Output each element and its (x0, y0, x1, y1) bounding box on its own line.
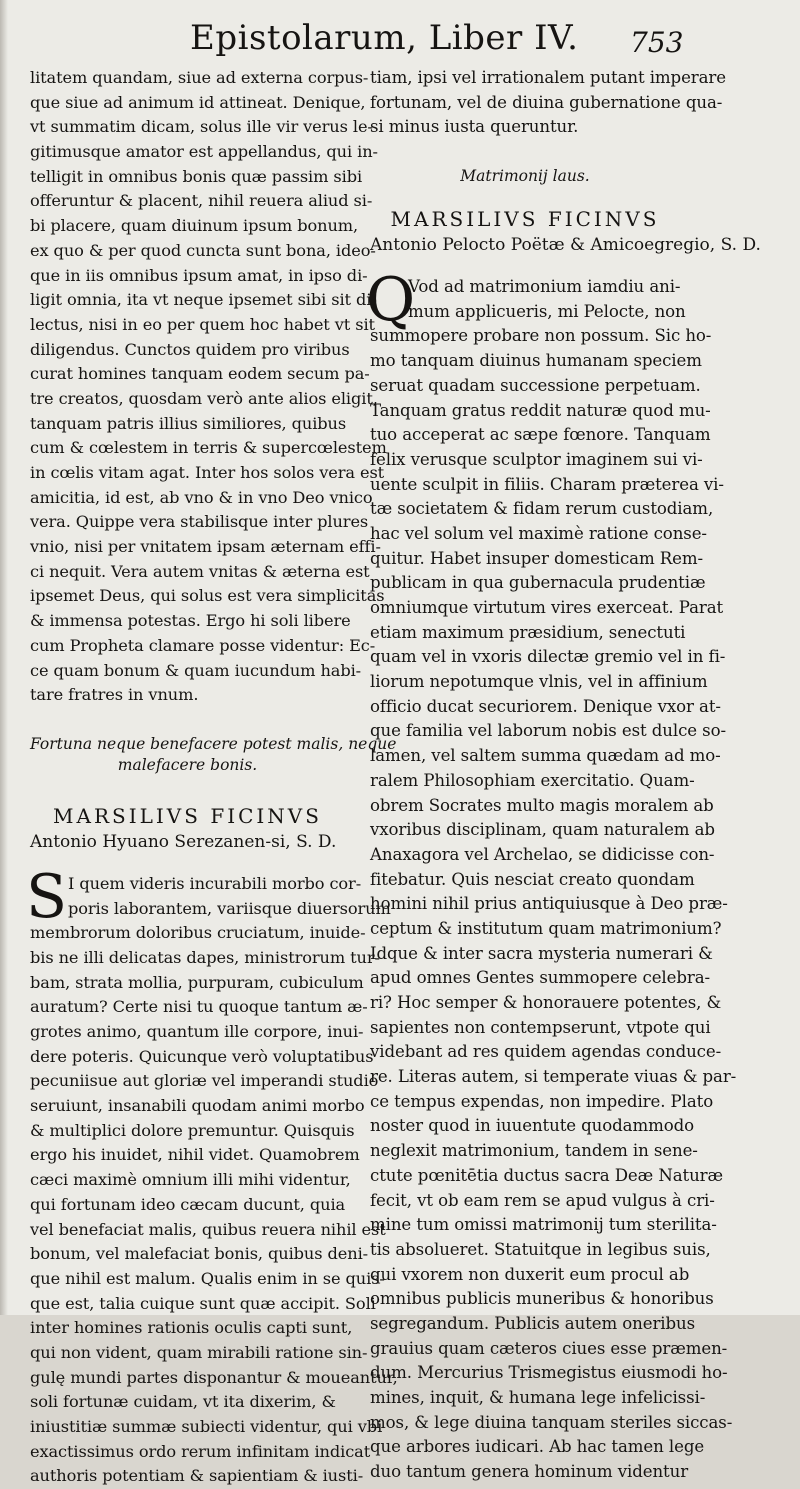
text-line: grotes animo, quantum ille corpore, inui- (30, 1022, 364, 1041)
text-line: dere poteris. Quicunque verò voluptatibus (30, 1046, 374, 1066)
text-line: noster quod in iuuentute quodammodo (370, 1116, 695, 1136)
text-line: etiam maximum præsidium, senectuti (370, 622, 686, 642)
right-letter-body (366, 265, 737, 1485)
text-line: quitur. Habet insuper domesticam Rem- (370, 548, 704, 568)
text-line: ergo his inuidet, nihil videt. Quamobrem (30, 1145, 360, 1165)
text-line: vel benefaciat malis, quibus reuera nihil est (30, 1219, 386, 1239)
text-line: Tanquam gratus reddit naturæ quod mu- (370, 400, 711, 420)
right-motto: Matrimonij laus. (460, 167, 590, 186)
text-line: litatem quandam, siue ad externa corpus- (30, 68, 369, 87)
text-line: mos, & lege diuina tanquam steriles siccas- (370, 1412, 733, 1432)
text-line: que familia vel laborum nobis est dulce so- (370, 721, 726, 741)
text-line: bis ne illi delicatas dapes, ministrorum tur- (30, 947, 380, 967)
text-line: seruat quadam successione perpetuam. (370, 375, 701, 395)
text-line: vt summatim dicam, solus ille vir verus le- (30, 117, 373, 137)
text-line: grauius quam cæteros ciues esse præmen- (370, 1338, 728, 1358)
left-letter-body (26, 861, 398, 1489)
text-line: Vod ad matrimonium iamdiu ani- (408, 277, 681, 297)
text-line: que arbores iudicari. Ab hac tamen lege (370, 1437, 705, 1457)
text-line: ralem Philosophiam exercitatio. Quam- (370, 770, 695, 790)
text-line: si minus iusta queruntur. (370, 117, 579, 137)
text-line: cæci maximè omnium illi mihi videntur, (30, 1170, 351, 1190)
right-column (366, 66, 761, 1485)
text-line: Anaxagora vel Archelao, se didicisse con- (370, 844, 715, 864)
text-line: bonum, vel malefaciat bonis, quibus deni- (30, 1244, 369, 1264)
text-line: tæ societatem & fidam rerum custodiam, (370, 499, 714, 519)
text-line: exactissimus ordo rerum infinitam indicat (30, 1441, 371, 1461)
text-line: ce quam bonum & quam iucundum habi- (30, 660, 362, 680)
right-dropcap: Q (366, 265, 416, 336)
text-line: homini nihil prius antiquiusque à Deo præ- (370, 894, 728, 914)
dedication-line: Antonio Pelocto Poëtæ & Amico (370, 235, 645, 256)
right-continued-text (370, 66, 726, 140)
text-line: felix verusque sculptor imaginem sui vi- (370, 449, 703, 469)
text-line: segregandum. Publicis autem oneribus (370, 1313, 696, 1333)
text-line: apud omnes Gentes summopere celebra- (370, 968, 710, 988)
text-line: omniumque virtutum vires exerceat. Parat (370, 598, 724, 617)
text-line: ceptum & institutum quam matrimonium? (370, 918, 722, 938)
page-gutter-shadow (0, 0, 8, 1315)
text-line: fecit, vt ob eam rem se apud vulgus à cri- (370, 1190, 715, 1210)
text-line: que est, talia cuique sunt quæ accipit. Soli (30, 1293, 376, 1313)
right-letter-author: MARSILIVS FICINVS (390, 207, 660, 232)
text-line: inter homines rationis oculis capti sunt, (30, 1318, 353, 1338)
text-line: offeruntur & placent, nihil reuera aliud si- (30, 191, 373, 211)
text-line: tuo acceperat ac sæpe fœnore. Tanquam (370, 425, 711, 445)
left-column (26, 66, 398, 1489)
text-line: Idque & inter sacra mysteria numerari & (370, 943, 713, 963)
text-line: telligit in omnibus bonis quæ passim sibi (30, 166, 363, 186)
text-line: ipsemet Deus, qui solus est vera simplicitas (30, 586, 385, 606)
text-line: qui non vident, quam mirabili ratione sin- (30, 1342, 368, 1362)
text-line: summopere probare non possum. Sic ho- (370, 326, 712, 346)
text-line: hac vel solum vel maximè ratione conse- (370, 523, 707, 543)
text-line: dum. Mercurius Trismegistus eiusmodi ho- (370, 1363, 728, 1383)
text-line: ci nequit. Vera autem vnitas & æterna est (30, 561, 370, 581)
text-line: iniustitiæ summæ subiecti videntur, qui vbi (30, 1417, 383, 1436)
text-line: mine tum omissi matrimonij tum sterilita- (370, 1215, 717, 1235)
text-line: cum & cœlestem in terris & supercœlestem (30, 438, 387, 458)
text-line: membrorum doloribus cruciatum, inuide- (30, 923, 366, 943)
text-line: lamen, vel saltem summa quædam ad mo- (370, 746, 721, 766)
text-line: publicam in qua gubernacula prudentiæ (370, 573, 706, 593)
dedication-line: egregio, S. D. (644, 235, 761, 256)
left-dropcap: S (26, 861, 68, 932)
text-line: poris laborantem, variisque diuersorum (68, 898, 391, 918)
text-line: uente sculpit in filiis. Charam præterea vi- (370, 474, 724, 494)
text-line: liorum nepotumque vlnis, vel in affinium (370, 672, 708, 692)
text-line: tare fratres in vnum. (30, 685, 199, 705)
text-line: curat homines tanquam eodem secum pa- (30, 364, 370, 384)
left-continued-text (30, 66, 387, 708)
dedication-line: Antonio Hyuano Serezanen- (30, 831, 272, 852)
text-line: ri? Hoc semper & honorauere potentes, & (370, 993, 722, 1012)
text-line: & multiplici dolore premuntur. Quisquis (30, 1120, 355, 1140)
motto-line: malefacere bonis. (117, 755, 258, 774)
text-line: ctute pœnitētia ductus sacra Deæ Naturæ (370, 1165, 724, 1185)
text-line: fortunam, vel de diuina gubernatione qua- (370, 92, 723, 112)
text-line: authoris potentiam & sapientiam & iusti- (30, 1466, 364, 1486)
text-line: lectus, nisi in eo per quem hoc habet vt sit (30, 314, 375, 334)
right-letter-dedication (370, 233, 761, 257)
text-line: gitimusque amator est appellandus, qui in- (30, 142, 378, 162)
text-line: qui vxorem non duxerit eum procul ab (370, 1264, 690, 1284)
text-line: vera. Quippe vera stabilisque inter plures (30, 512, 369, 532)
text-line: pecuniisue aut gloriæ vel imperandi studio (30, 1071, 379, 1091)
running-head: Epistolarum, Liber IV. (190, 18, 579, 58)
text-line: vnio, nisi per vnitatem ipsam æternam effi- (30, 537, 381, 557)
text-line: bi placere, quam diuinum ipsum bonum, (30, 216, 359, 236)
text-line: soli fortunæ cuidam, vt ita dixerim, & (30, 1392, 336, 1412)
dedication-line: si, S. D. (271, 831, 337, 852)
left-letter-author: MARSILIVS FICINVS (53, 803, 322, 828)
left-letter-dedication (30, 830, 345, 854)
text-line: quam vel in vxoris dilectæ gremio vel in fi- (370, 647, 726, 667)
text-line: tis absolueret. Statuitque in legibus suis, (370, 1239, 711, 1259)
text-line: cum Propheta clamare posse videntur: Ec- (30, 635, 376, 655)
text-line: mines, inquit, & humana lege infelicissi- (370, 1388, 706, 1407)
text-line: que in iis omnibus ipsum amat, in ipso di- (30, 265, 368, 285)
text-line: sapientes non contempserunt, vtpote qui (370, 1017, 711, 1037)
text-line: que siue ad animum id attineat. Denique, (30, 92, 366, 112)
text-line: mum applicueris, mi Pelocte, non (408, 301, 686, 321)
text-line: gulę mundi partes disponantur & moueantur, (30, 1367, 398, 1387)
text-line: diligendus. Cunctos quidem pro viribus (30, 339, 350, 359)
text-line: qui fortunam ideo cæcam ducunt, quia (30, 1194, 346, 1214)
text-line: mo tanquam diuinus humanam speciem (370, 351, 702, 371)
text-line: fitebatur. Quis nesciat creato quondam (370, 869, 695, 889)
text-line: duo tantum genera hominum videntur (370, 1462, 689, 1482)
text-line: re. Literas autem, si temperate viuas & par- (370, 1067, 737, 1087)
motto-line: Fortuna neque benefacere potest malis, neque (30, 734, 397, 753)
text-line: ligit omnia, ita vt neque ipsemet sibi sit di- (30, 290, 377, 310)
text-line: officio ducat securiorem. Denique vxor at- (370, 696, 721, 716)
text-line: videbant ad res quidem agendas conduce- (370, 1042, 722, 1062)
text-line: ex quo & per quod cuncta sunt bona, ideo- (30, 240, 376, 260)
text-line: I quem videris incurabili morbo cor- (68, 873, 362, 893)
text-line: tiam, ipsi vel irrationalem putant imperare (370, 68, 726, 87)
text-line: tre creatos, quosdam verò ante alios eligit, (30, 388, 378, 408)
text-line: ce tempus expendas, non impedire. Plato (370, 1091, 714, 1111)
text-line: seruiunt, insanabili quodam animi morbo (30, 1096, 365, 1116)
text-line: bam, strata mollia, purpuram, cubiculum (30, 972, 364, 992)
text-line: obrem Socrates multo magis moralem ab (370, 795, 714, 815)
text-line: & immensa potestas. Ergo hi soli libere (30, 611, 351, 631)
text-line: tanquam patris illius similiores, quibus (30, 413, 347, 433)
text-line: omnibus publicis muneribus & honoribus (370, 1289, 714, 1309)
text-line: auratum? Certe nisi tu quoque tantum æ- (30, 997, 368, 1017)
text-line: neglexit matrimonium, tandem in sene- (370, 1141, 698, 1161)
text-line: amicitia, id est, ab vno & in vno Deo vnico (30, 487, 373, 507)
text-line: que nihil est malum. Qualis enim in se quis- (30, 1268, 385, 1288)
text-line: in cœlis vitam agat. Inter hos solos vera est (30, 463, 385, 482)
page-number: 753 (630, 26, 684, 59)
left-motto (30, 734, 397, 776)
text-line: vxoribus disciplinam, quam naturalem ab (370, 820, 715, 840)
